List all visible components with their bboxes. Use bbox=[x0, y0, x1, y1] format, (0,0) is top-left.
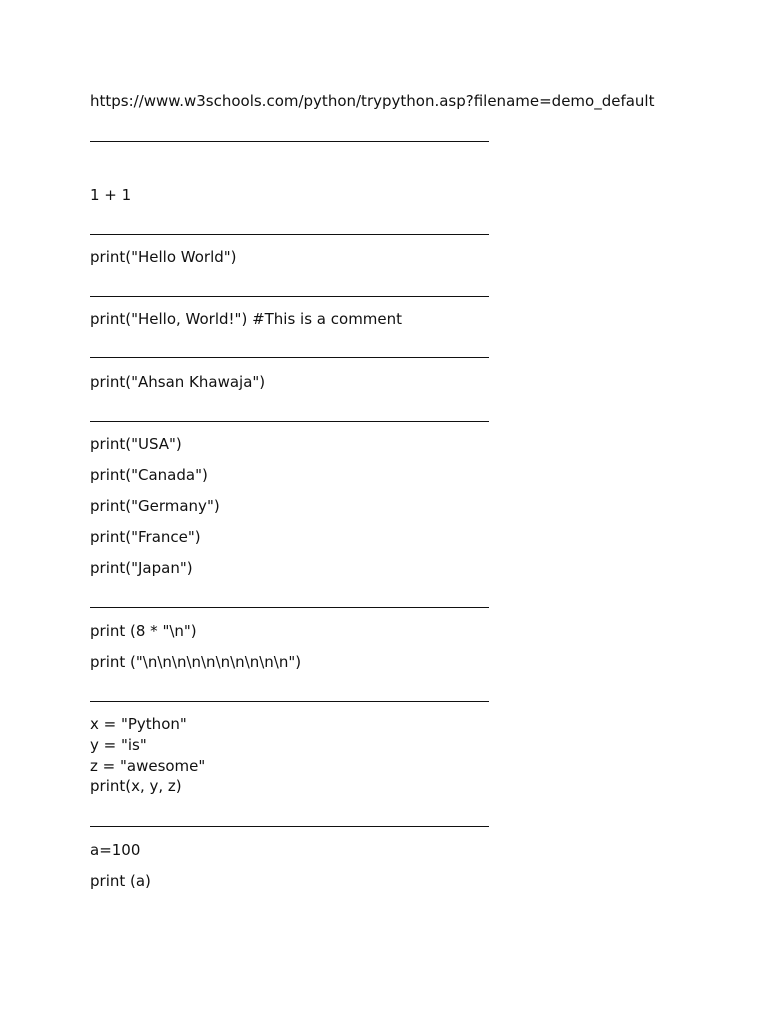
code-line: print (8 * "\n") bbox=[90, 622, 197, 640]
expression-line: 1 + 1 bbox=[90, 186, 132, 204]
separator-rule bbox=[90, 607, 489, 608]
code-line: print(x, y, z) bbox=[90, 777, 182, 795]
separator-rule bbox=[90, 421, 489, 422]
separator-rule bbox=[90, 141, 489, 142]
code-line: print("Hello World") bbox=[90, 248, 237, 266]
code-line: print("Ahsan Khawaja") bbox=[90, 373, 266, 391]
separator-rule bbox=[90, 701, 489, 702]
separator-rule bbox=[90, 296, 489, 297]
separator-rule bbox=[90, 826, 489, 827]
separator-rule bbox=[90, 357, 489, 358]
code-line: print("France") bbox=[90, 528, 201, 546]
code-line: y = "is" bbox=[90, 736, 147, 754]
code-line: print("Canada") bbox=[90, 466, 208, 484]
separator-rule bbox=[90, 234, 489, 235]
code-line: print (a) bbox=[90, 872, 151, 890]
url-line: https://www.w3schools.com/python/trypython.asp?filename=demo_default bbox=[90, 92, 655, 110]
code-line: print("USA") bbox=[90, 435, 182, 453]
code-line: print("Germany") bbox=[90, 497, 220, 515]
code-line: print ("\n\n\n\n\n\n\n\n\n\n") bbox=[90, 653, 302, 671]
code-line: z = "awesome" bbox=[90, 757, 206, 775]
code-line: print("Hello, World!") #This is a comment bbox=[90, 310, 403, 328]
code-line: a=100 bbox=[90, 841, 141, 859]
code-line: print("Japan") bbox=[90, 559, 193, 577]
code-line: x = "Python" bbox=[90, 715, 187, 733]
